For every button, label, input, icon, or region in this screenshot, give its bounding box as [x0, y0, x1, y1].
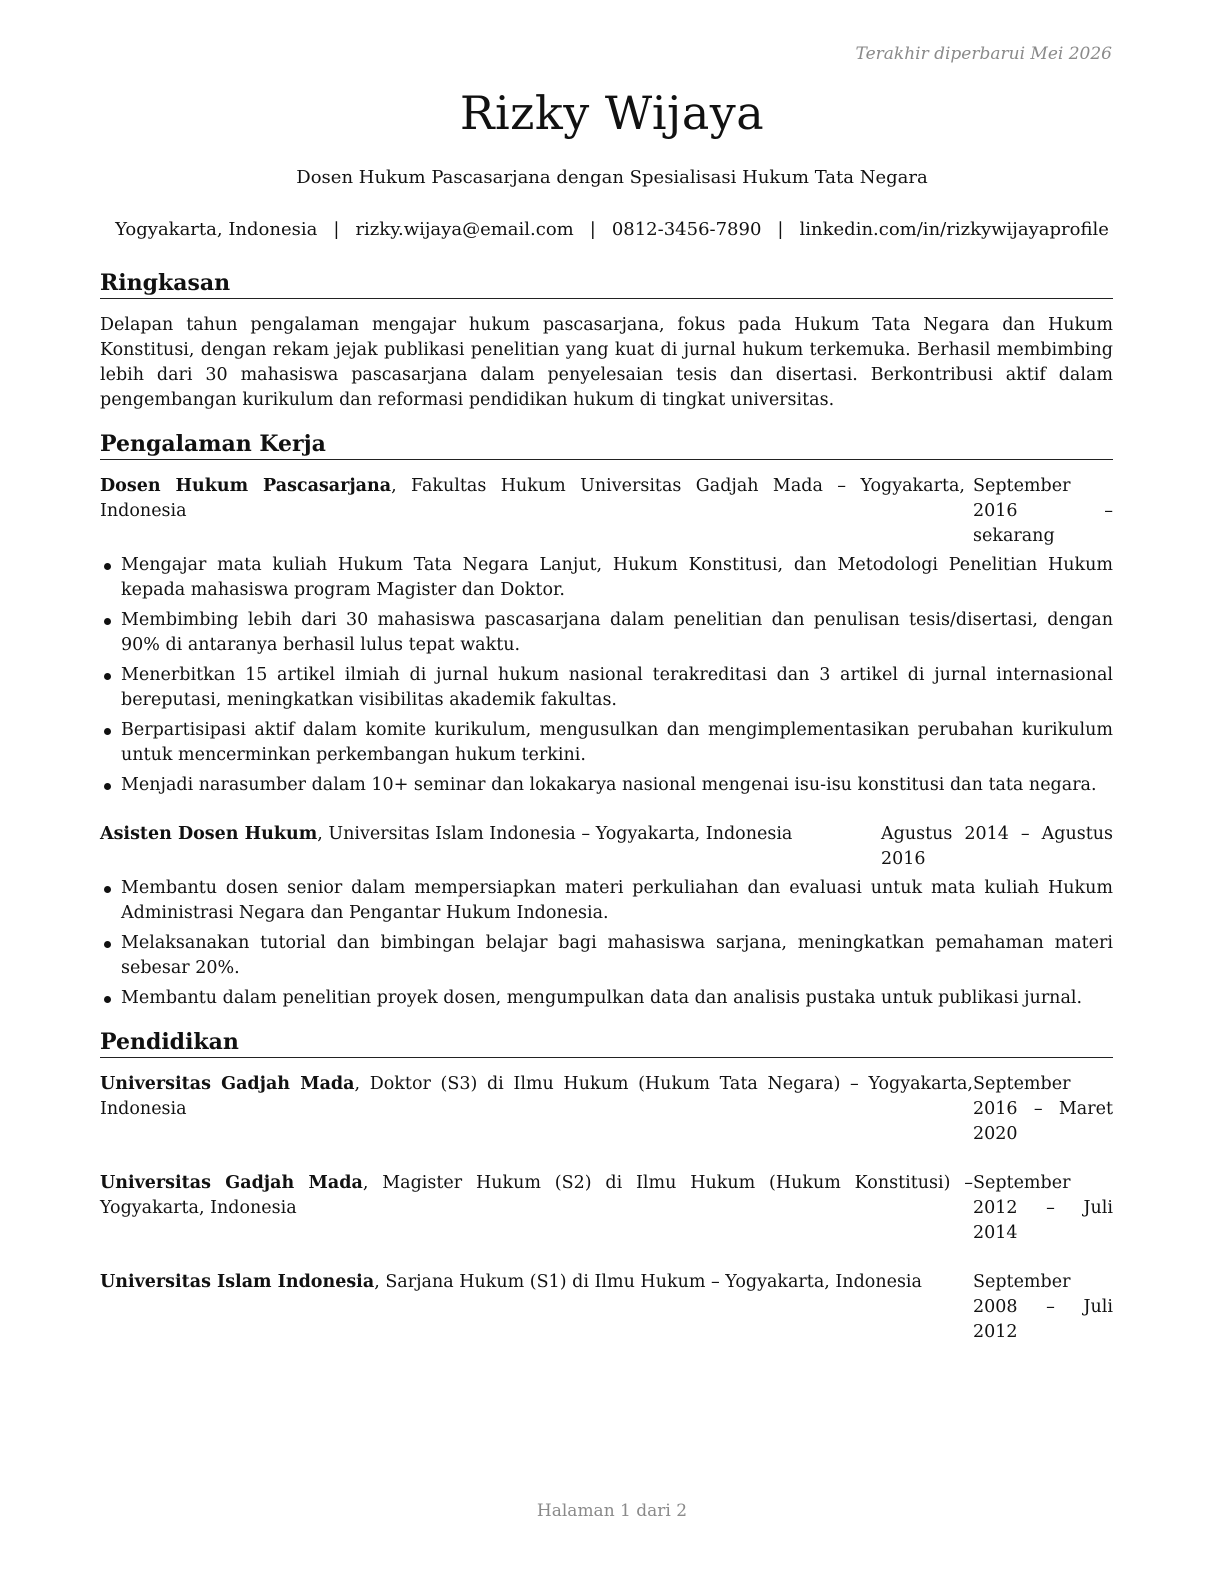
job-header [100, 822, 1113, 872]
job-entry [100, 474, 1113, 798]
education-line [100, 1270, 973, 1345]
contact-separator: | [333, 219, 340, 240]
education-entry [100, 1171, 1113, 1246]
education-line [100, 1072, 973, 1147]
education-entry [100, 1072, 1113, 1147]
education-entry [100, 1270, 1113, 1345]
list-item: Membantu dosen senior dalam mempersiapkan materi perkuliahan dan evaluasi untuk mata kuliah Hukum Administrasi Negara dan Pengantar Hukum Indonesia. [100, 876, 1113, 926]
education-dates: September 2008 – Juli 2012 [973, 1272, 1113, 1342]
school-name: Universitas Islam Indonesia [100, 1272, 375, 1292]
education-section [100, 1027, 1113, 1345]
summary-text: Delapan tahun pengalaman mengajar hukum pascasarjana, fokus pada Hukum Tata Negara dan Hukum Konstitusi, dengan rekam jejak publikasi penelitian yang kuat di jurnal hukum terkemuka. Berhasil membimbing lebih dari 30 mahasiswa pascasarjana dalam penyelesaian tesis dan disertasi. Berkontribusi aktif dalam pengembangan kurikulum dan reformasi pendidikan hukum di tingkat universitas. [100, 315, 1113, 410]
job-bullets [100, 876, 1113, 1011]
job-org: , Universitas Islam Indonesia – Yogyakarta, Indonesia [317, 824, 793, 844]
contact-separator: | [589, 219, 596, 240]
section-title: Ringkasan [100, 268, 1113, 299]
list-item: Menerbitkan 15 artikel ilmiah di jurnal hukum nasional terakreditasi dan 3 artikel di jurnal internasional bereputasi, meningkatkan visibilitas akademik fakultas. [100, 663, 1113, 713]
last-updated: Terakhir diperbarui Mei 2026 [855, 44, 1112, 64]
school-name: Universitas Gadjah Mada [100, 1074, 355, 1094]
job-org: , Fakultas Hukum Universitas Gadjah Mada – Yogyakarta, Indonesia [100, 476, 965, 521]
section-title: Pengalaman Kerja [100, 429, 1113, 460]
list-item: Membimbing lebih dari 30 mahasiswa pascasarjana dalam penelitian dan penulisan tesis/disertasi, dengan 90% di antaranya berhasil lulus tepat waktu. [100, 608, 1113, 658]
education-line [100, 1171, 973, 1246]
section-title: Pendidikan [100, 1027, 1113, 1058]
education-dates: September 2016 – Maret 2020 [973, 1074, 1113, 1144]
job-role: Dosen Hukum Pascasarjana [100, 476, 392, 496]
school-name: Universitas Gadjah Mada [100, 1173, 363, 1193]
education-dates: September 2012 – Juli 2014 [973, 1173, 1113, 1243]
experience-section [100, 429, 1113, 1011]
person-name: Rizky Wijaya [459, 86, 765, 140]
list-item: Melaksanakan tutorial dan bimbingan belajar bagi mahasiswa sarjana, meningkatkan pemahaman materi sebesar 20%. [100, 931, 1113, 981]
degree-detail: , Sarjana Hukum (S1) di Ilmu Hukum – Yogyakarta, Indonesia [374, 1272, 922, 1292]
list-item: Mengajar mata kuliah Hukum Tata Negara Lanjut, Hukum Konstitusi, dan Metodologi Penelitian Hukum kepada mahasiswa program Magister dan Doktor. [100, 553, 1113, 603]
resume-content [100, 268, 1113, 1369]
job-title-line [100, 474, 965, 549]
summary-section [100, 268, 1113, 413]
page-number: Halaman 1 dari 2 [536, 1501, 688, 1521]
contact-email[interactable]: rizky.wijaya@email.com [355, 219, 574, 240]
job-role: Asisten Dosen Hukum [100, 824, 318, 844]
contact-line [0, 219, 1224, 240]
contact-phone: 0812-3456-7890 [611, 219, 762, 240]
job-bullets [100, 553, 1113, 798]
contact-separator: | [777, 219, 784, 240]
list-item: Menjadi narasumber dalam 10+ seminar dan lokakarya nasional mengenai isu-isu konstitusi dan tata negara. [100, 773, 1113, 798]
job-dates: September 2016 – sekarang [973, 476, 1113, 546]
job-header [100, 474, 1113, 549]
list-item: Berpartisipasi aktif dalam komite kurikulum, mengusulkan dan mengimplementasikan perubahan kurikulum untuk mencerminkan perkembangan hukum terkini. [100, 718, 1113, 768]
job-dates: Agustus 2014 – Agustus 2016 [881, 824, 1113, 869]
job-entry [100, 822, 1113, 1011]
degree-detail: , Doktor (S3) di Ilmu Hukum (Hukum Tata Negara) – Yogyakarta, Indonesia [100, 1074, 973, 1119]
contact-location: Yogyakarta, Indonesia [115, 219, 318, 240]
degree-detail: , Magister Hukum (S2) di Ilmu Hukum (Hukum Konstitusi) – Yogyakarta, Indonesia [100, 1173, 973, 1218]
contact-linkedin[interactable]: linkedin.com/in/rizkywijayaprofile [799, 219, 1109, 240]
job-title-line [100, 822, 881, 872]
list-item: Membantu dalam penelitian proyek dosen, mengumpulkan data dan analisis pustaka untuk publikasi jurnal. [100, 986, 1113, 1011]
tagline: Dosen Hukum Pascasarjana dengan Spesialisasi Hukum Tata Negara [296, 167, 928, 188]
